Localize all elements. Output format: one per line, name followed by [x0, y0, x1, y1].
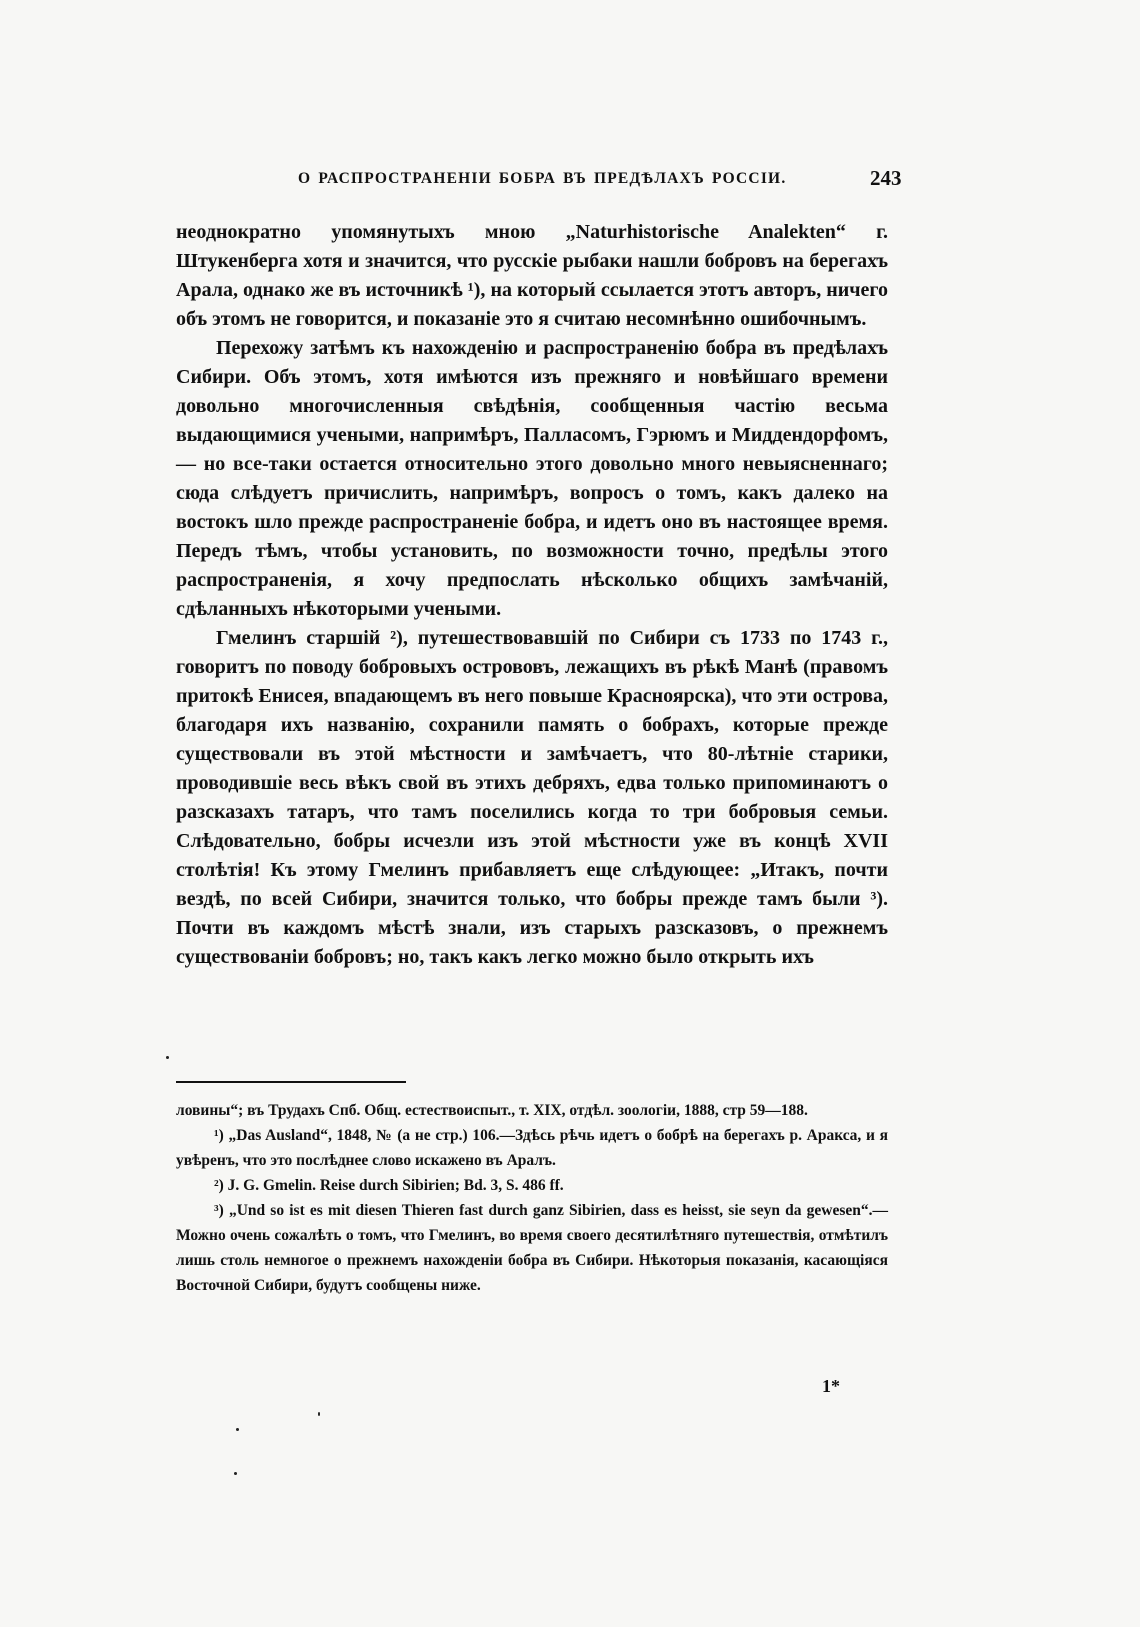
- running-title: О РАСПРОСТРАНЕНІИ БОБРА ВЪ ПРЕДѢЛАХЪ РОССІИ.: [298, 170, 787, 187]
- signature-mark: 1*: [822, 1376, 840, 1396]
- footnotes: [176, 1098, 888, 1298]
- footnote: ¹) „Das Ausland“, 1848, № (а не стр.) 106.—Здѣсь рѣчь идетъ о бобрѣ на берегахъ р. Араксa, и я увѣренъ, что это послѣднее слово искажено въ Аралъ.: [176, 1127, 888, 1169]
- scan-speck: [234, 1472, 237, 1475]
- footnote-continuation: ловины“; въ Трудахъ Спб. Общ. естествоиспыт., т. XIX, отдѣл. зоологіи, 1888, стр 59—188.: [176, 1102, 808, 1119]
- paragraph: Перехожу затѣмъ къ нахожденію и распространенію бобра въ предѣлахъ Сибири. Объ этомъ, хотя имѣются изъ прежняго и новѣйшаго времени довольно многочисленныя свѣдѣнія, сообщенныя частію весьма выдающимися учеными, напримѣръ, Палласомъ, Гэрюмъ и Миддендорфомъ, — но все-таки остается относительно этого довольно много невыясненнаго; сюда слѣдуетъ причислить, напримѣръ, вопросъ о томъ, какъ далеко на востокъ шло прежде распространеніе бобра, и идетъ оно въ настоящее время. Передъ тѣмъ, чтобы установить, по возможности точно, предѣлы этого распространенія, я хочу предпослать нѣсколько общихъ замѣчаній, сдѣланныхъ нѣкоторыми учеными.: [176, 337, 888, 620]
- page-number: 243: [870, 166, 902, 190]
- scan-speck: [236, 1428, 239, 1431]
- scan-speck: [166, 1056, 169, 1059]
- footnote-separator: [176, 1081, 406, 1083]
- paragraph: Гмелинъ старшій ²), путешествовавшій по Сибири съ 1733 по 1743 г., говоритъ по поводу бобровыхъ острововъ, лежащихъ въ рѣкѣ Манѣ (правомъ притокѣ Енисея, впадающемъ въ него повыше Красноярска), что эти острова, благодаря ихъ названію, сохранили память о бобрахъ, которые прежде существовали въ этой мѣстности и замѣчаетъ, что 80-лѣтніе старики, проводившіе весь вѣкъ свой въ этихъ дебряхъ, едва только припоминаютъ о разсказахъ татаръ, что тамъ поселились когда то три бобровыя семьи. Слѣдовательно, бобры исчезли изъ этой мѣстности уже въ концѣ XVII столѣтія! Къ этому Гмелинъ прибавляетъ еще слѣдующее: „Итакъ, почти вездѣ, по всей Сибири, значится только, что бобры прежде тамъ были ³). Почти въ каждомъ мѣстѣ знали, изъ старыхъ разсказовъ, о прежнемъ существованіи бобровъ; но, такъ какъ легко можно было открыть ихъ: [176, 627, 888, 968]
- footnote: ²) J. G. Gmelin. Reise durch Sibirien; Bd. 3, S. 486 ff.: [214, 1177, 564, 1194]
- main-text: [176, 218, 888, 972]
- paragraph: неоднократно упомянутыхъ мною „Naturhistorische Analekten“ г. Штукенберга хотя и значится, что русскіе рыбаки нашли бобровъ на берегахъ Арала, однако же въ источникѣ ¹), на который ссылается этотъ авторъ, ничего объ этомъ не говорится, и показаніе это я считаю несомнѣнно ошибочнымъ.: [176, 221, 888, 330]
- footnote: ³) „Und so ist es mit diesen Thieren fast durch ganz Sibirien, dass es heisst, sie seyn da gewesen“.—Можно очень сожалѣть о томъ, что Гмелинъ, во время своего десятилѣтняго путешествія, отмѣтилъ лишь столь немногое о прежнемъ нахожденіи бобра въ Сибири. Нѣкоторыя показанія, касающіяся Восточной Сибири, будутъ сообщены ниже.: [176, 1202, 888, 1294]
- scan-speck: [318, 1412, 320, 1416]
